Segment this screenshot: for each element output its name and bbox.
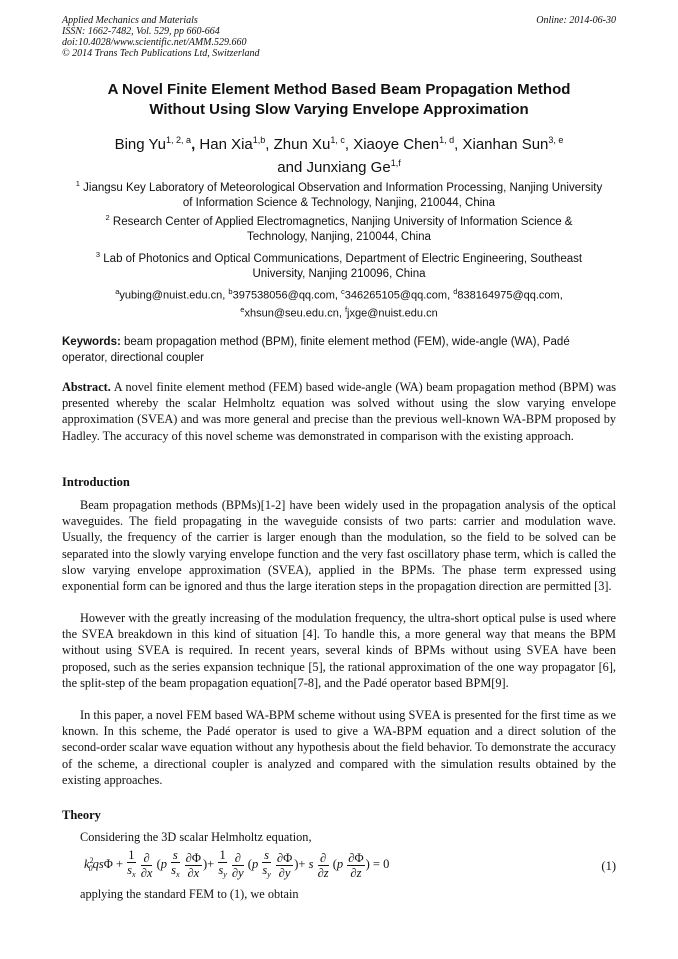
affiliation-num: 3 [95, 250, 101, 259]
title-line-2: Without Using Slow Varying Envelope Approximation [149, 101, 529, 118]
email-address[interactable]: 838164975@qq.com [457, 289, 560, 302]
author-sup: 3, e [548, 135, 564, 145]
email-address[interactable]: 397538056@qq.com [232, 289, 335, 302]
intro-paragraph-1: Beam propagation methods (BPMs)[1-2] have been widely used in the propagation analysis of the optical waveguides. The field propagating in the waveguide consists of two parts: carrier and modulation wave. Usually, the frequency of the carrier is larger enough than the modulation, so the field to be solved can be separated into the slowly varying envelope function and the very fast oscillatory phase term, which is called the slow varying envelope approximation (SVEA), applied in the BPMs. The phase term expressed using exponential form can be ignored and thus the large iteration steps in the propagation direction are permitted [3]. [62, 498, 616, 594]
journal-name: Applied Mechanics and Materials [62, 15, 198, 26]
author-name: Zhun Xu [273, 136, 331, 153]
equation-body: $k^2_0qs\Phi$ + $\frac{1}{s_x}$ $\frac{\partial}{\partial x}$ (p $\frac{s}{s_x}$ $\frac{\partial\Phi}{\partial x}$ )+ $\frac{1}{s_y}$ $\frac{\partial}{\partial y}$ (p $\frac{s}{s_y}$ $\frac{\partial\Phi}{\partial y}$ )+ s $\frac{\partial}{\partial z}$ (p $\frac{\partial\Phi}{\partial z}$ ) = 0 [84, 848, 390, 880]
keywords-text: beam propagation method (BPM), finite element method (FEM), wide-angle (WA), Padé operator, directional coupler [62, 336, 570, 364]
journal-copyright: © 2014 Trans Tech Publications Ltd, Switzerland [62, 48, 260, 59]
affiliation-text: Research Center of Applied Electromagnetics, Nanjing University of Information Science & Technology, Nanjing, 210044, China [112, 215, 573, 243]
abstract-text: A novel finite element method (FEM) based wide-angle (WA) beam propagation method (BPM) was presented whereby the scalar Helmholtz equation was solved without using the slow varying envelope approximation (SVEA) and was more general and precise than the previous well-known WA-BPM proposed by Hadley. The accuracy of this novel scheme was demonstrated in comparison with the existing approach. [62, 380, 616, 443]
equation-number: (1) [601, 859, 616, 873]
theory-paragraph-1: Considering the 3D scalar Helmholtz equation, [80, 830, 312, 844]
email-list: $^a$yubing@nuist.edu.cn, $^b$397538056@qq.com, $^c$346265105@qq.com, $^d$838164975@qq.com, $^e$xhsun@seu.edu.cn, $^f$jxge@nuist.edu.cn [115, 287, 563, 320]
abstract-label: Abstract. [62, 380, 111, 394]
email-sup: b [228, 287, 233, 296]
journal-doi: doi:10.4028/www.scientific.net/AMM.529.660 [62, 37, 247, 48]
theory-paragraph-2: applying the standard FEM to (1), we obtain [80, 887, 299, 901]
section-heading-theory: Theory [62, 808, 101, 822]
affiliation-3 [75, 247, 603, 282]
author-name: Han Xia [199, 136, 253, 153]
online-date: Online: 2014-06-30 [536, 15, 616, 26]
author-sup: 1, d [439, 135, 455, 145]
email-address[interactable]: 346265105@qq.com [344, 289, 448, 302]
author-name: Bing Yu [114, 136, 167, 153]
author-sup: 1,f [390, 158, 401, 168]
email-sup: f [344, 304, 348, 314]
paper-title [62, 80, 616, 120]
author-name: Xiaoye Chen [353, 136, 440, 153]
affiliation-num: 1 [75, 179, 80, 188]
email-sup: c [341, 287, 345, 296]
intro-paragraph-2: However with the greatly increasing of the modulation frequency, the ultra-short optical pulse is used where the SVEA breakdown in this kind of situation [4]. To handle this, a more general way that means the BPM without using SVEA is required. In recent years, several kinds of BPMs without using SVEA have been proposed, such as the series expansion technique [5], the rational approximation of the one way propagator [6], the split-step of the beam propagation equation[7-8], and the Padé operator based BPM[9]. [62, 611, 616, 690]
intro-paragraph-3: In this paper, a novel FEM based WA-BPM scheme without using SVEA is presented for the first time as we known. In this scheme, the Padé operator is used to give a WA-BPM equation and a direct solution of the second-order scalar wave equation without any hypothesis about the field behavior. To demonstrate the accuracy of the scheme, a directional coupler is analyzed and compared with the simulation results obtained by the existing approaches. [62, 708, 616, 787]
email-sup: a [115, 287, 120, 296]
affiliation-num: 2 [105, 213, 110, 222]
author-sup: 1, c [330, 135, 345, 145]
email-address[interactable]: jxge@nuist.edu.cn [347, 307, 438, 320]
author-sup: 1,b [252, 135, 266, 145]
email-sup: e [240, 304, 245, 314]
email-sup: d [453, 287, 458, 296]
author-name: and Junxiang Ge [277, 159, 391, 176]
keywords-label: Keywords: [62, 336, 121, 348]
journal-issn: ISSN: 1662-7482, Vol. 529, pp 660-664 [62, 26, 220, 37]
affiliation-1 [75, 176, 603, 211]
journal-header [62, 15, 616, 59]
section-heading-introduction: Introduction [62, 475, 130, 489]
author-name: Xianhan Sun [462, 136, 549, 153]
email-address[interactable]: xhsun@seu.edu.cn [244, 307, 339, 320]
author-list: Bing Yu$^{1, 2, a}$, Han Xia$^{1,b}$, Zhun Xu$^{1, c}$, Xiaoye Chen$^{1, d}$, Xianhan Sun$^{3, e}$ and Junxiang Ge$^{1,f}$ [114, 135, 564, 176]
keywords [62, 334, 616, 366]
title-line-1: A Novel Finite Element Method Based Beam Propagation Method [107, 81, 571, 98]
equation-1 [84, 848, 616, 884]
affiliation-text: Lab of Photonics and Optical Communications, Department of Electric Engineering, Southeast University, Nanjing 210096, China [103, 252, 583, 280]
email-address[interactable]: yubing@nuist.edu.cn [119, 289, 223, 302]
abstract [62, 379, 616, 444]
affiliation-text: Jiangsu Key Laboratory of Meteorological Observation and Information Processing, Nanjing University of Information Science & Technology, Nanjing, 210044, China [83, 181, 603, 209]
author-sup: 1, 2, a [166, 135, 192, 145]
affiliation-2 [75, 210, 603, 245]
